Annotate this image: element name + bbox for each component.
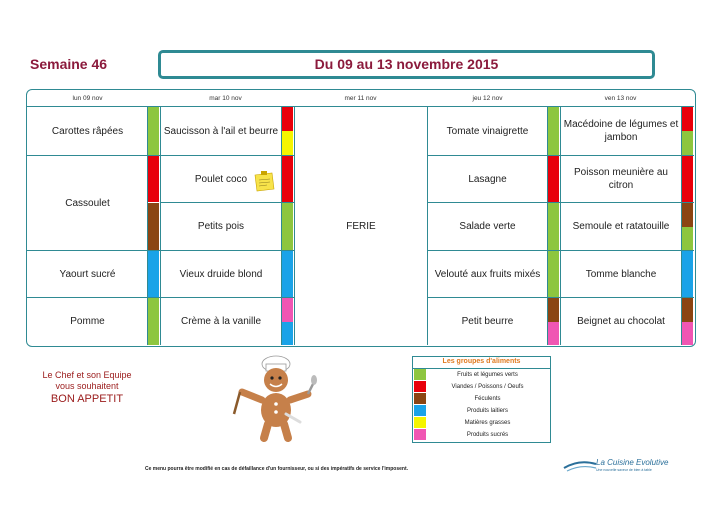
legend-swatch xyxy=(414,417,426,428)
swatch-laitiers xyxy=(682,251,693,297)
logo-name: La Cuisine Evolutive xyxy=(596,458,669,467)
legend-row xyxy=(414,393,549,404)
menu-item: Velouté aux fruits mixés xyxy=(434,268,541,280)
swatch-sucres xyxy=(548,322,559,345)
legend-swatch xyxy=(414,429,426,440)
legend-label: Produits laitiers xyxy=(466,407,508,414)
swatch-sucres xyxy=(282,298,293,322)
footer-note: Ce menu pourra être modifié en cas de défaillance d'un fournisseur, ou si des impératifs de service l'imposent. xyxy=(145,466,409,472)
chef-message xyxy=(30,370,144,392)
swatch-viandes xyxy=(682,156,693,202)
week-label: Semaine 46 xyxy=(30,56,108,72)
swatch-laitiers xyxy=(148,251,159,297)
swatch-matieres-grasses xyxy=(282,131,293,155)
menu-item: Petits pois xyxy=(197,221,245,232)
bon-appetit: BON APPETIT xyxy=(50,393,124,405)
swatch-laitiers xyxy=(282,251,293,297)
menu-item: Carottes râpées xyxy=(51,125,124,137)
legend-swatch xyxy=(414,405,426,416)
swatch-viandes xyxy=(282,107,293,131)
sticky-note-icon xyxy=(252,171,276,193)
swatch-fruits xyxy=(682,227,693,250)
swatch-viandes xyxy=(148,156,159,202)
swatch-fruits xyxy=(548,107,559,155)
swatch-laitiers xyxy=(282,322,293,345)
swatch-sucres xyxy=(682,322,693,345)
day-header-mer: mer 11 nov xyxy=(344,95,377,102)
legend-title: Les groupes d'aliments xyxy=(442,358,521,365)
chef-line: vous souhaitent xyxy=(55,381,119,391)
legend-row xyxy=(414,429,549,440)
menu-item: Macédoine de légumes et jambon xyxy=(563,119,679,143)
swatch-fruits xyxy=(682,131,693,155)
menu-item: Salade verte xyxy=(459,221,516,232)
menu-item: Crème à la vanille xyxy=(180,316,262,327)
swatch-fruits xyxy=(548,203,559,250)
menu-item: Lasagne xyxy=(468,173,507,185)
swatch-fruits xyxy=(148,298,159,345)
logo-swoosh-icon xyxy=(563,458,597,472)
ferie-cell: FERIE xyxy=(346,220,376,232)
swatch-viandes xyxy=(682,107,693,131)
page-title: Du 09 au 13 novembre 2015 xyxy=(158,50,655,79)
menu-item: Petit beurre xyxy=(461,316,514,327)
swatch-feculents xyxy=(682,298,693,322)
day-header-mar: mar 10 nov xyxy=(209,95,242,102)
menu-item: Cassoulet xyxy=(65,197,110,209)
swatch-viandes xyxy=(548,156,559,202)
swatch-fruits xyxy=(148,107,159,155)
legend-label: Produits sucrés xyxy=(466,431,509,438)
menu-item: Poulet coco xyxy=(194,173,248,185)
menu-item: Tomme blanche xyxy=(585,268,657,280)
legend-label: Fruits et légumes verts xyxy=(457,371,518,378)
menu-item: Semoule et ratatouille xyxy=(572,221,670,232)
menu-item: Poisson meunière au citron xyxy=(574,167,668,191)
legend-label: Féculents xyxy=(474,395,501,402)
menu-item: Pomme xyxy=(70,316,105,327)
day-header-lun: lun 09 nov xyxy=(72,95,103,102)
swatch-fruits xyxy=(548,251,559,297)
legend-row xyxy=(414,381,549,392)
swatch-viandes xyxy=(282,156,293,202)
legend-swatch xyxy=(414,393,426,404)
menu-item: Yaourt sucré xyxy=(59,268,116,280)
legend-row xyxy=(414,369,549,380)
chef-line: Le Chef et son Equipe xyxy=(42,370,132,380)
swatch-feculents xyxy=(682,203,693,227)
gingerbread-chef-icon xyxy=(228,352,320,444)
legend-swatch xyxy=(414,369,426,380)
menu-item: Beignet au chocolat xyxy=(577,316,665,327)
legend-label: Matières grasses xyxy=(464,419,511,426)
day-header-jeu: jeu 12 nov xyxy=(472,95,503,102)
menu-item: Tomate vinaigrette xyxy=(446,125,529,137)
swatch-feculents xyxy=(148,203,159,250)
day-header-ven: ven 13 nov xyxy=(604,95,637,102)
swatch-feculents xyxy=(548,298,559,322)
menu-item: Saucisson à l'ail et beurre xyxy=(163,125,279,137)
swatch-fruits xyxy=(282,203,293,250)
menu-item: Vieux druide blond xyxy=(179,268,263,280)
legend-label: Viandes / Poissons / Oeufs xyxy=(451,383,524,390)
logo-tagline: Une nouvelle saveur de bien à table xyxy=(596,468,652,472)
legend-row xyxy=(414,417,549,428)
legend-swatch xyxy=(414,381,426,392)
legend-row xyxy=(414,405,549,416)
